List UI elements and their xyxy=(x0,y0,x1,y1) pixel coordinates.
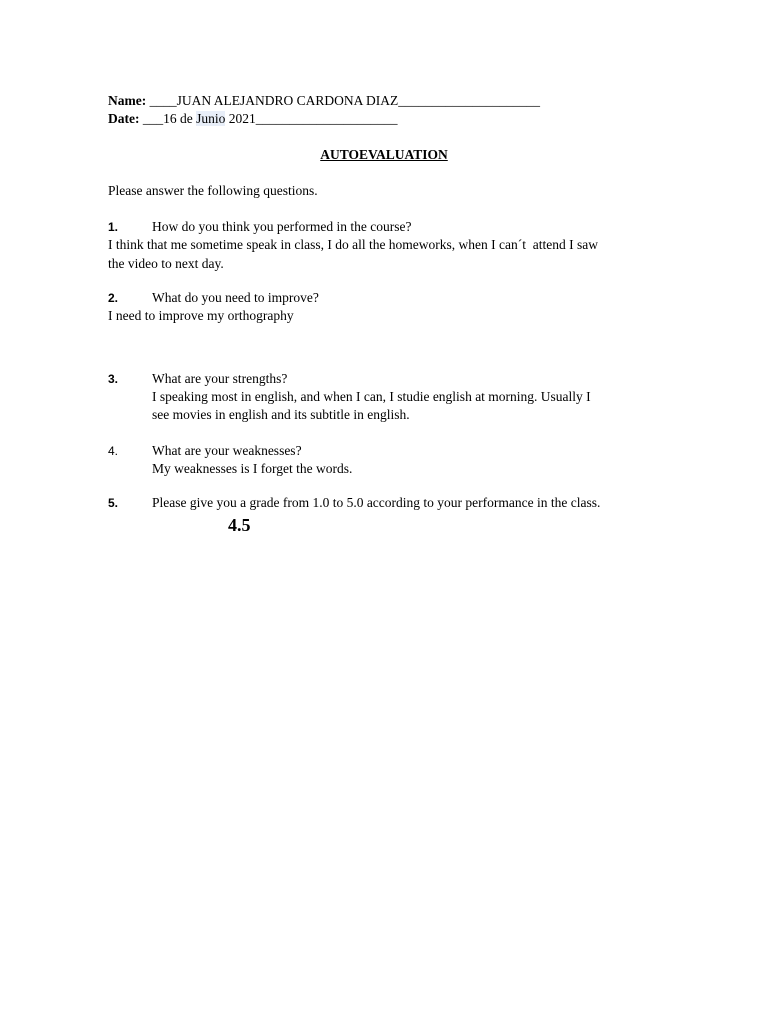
intro-text: Please answer the following questions. xyxy=(108,183,318,198)
question-3-number: 3. xyxy=(108,372,119,386)
date-line xyxy=(108,110,398,128)
answer-3-line-2: see movies in english and its subtitle in english. xyxy=(152,407,410,422)
answer-3-line-1: I speaking most in english, and when I can, I studie english at morning. Usually I xyxy=(152,389,591,404)
name-label: Name: xyxy=(108,93,147,108)
name-line xyxy=(108,92,540,110)
question-1-number: 1. xyxy=(108,220,119,234)
document-title: AUTOEVALUATION xyxy=(320,147,448,162)
question-1-text: How do you think you performed in the course? xyxy=(152,219,412,234)
date-label: Date: xyxy=(108,111,140,126)
grade-value: 4.5 xyxy=(228,515,251,535)
name-value: ____JUAN ALEJANDRO CARDONA DIAZ_____________________ xyxy=(146,93,540,108)
date-month: Junio xyxy=(196,111,226,126)
question-4-number: 4. xyxy=(108,444,119,458)
answer-1-line-1: I think that me sometime speak in class, I do all the homeworks, when I can´t attend I saw xyxy=(108,237,598,252)
answer-2-line-1: I need to improve my orthography xyxy=(108,308,294,323)
date-prefix: ___16 de xyxy=(139,111,197,126)
date-suffix: 2021_____________________ xyxy=(225,111,398,126)
question-5-text: Please give you a grade from 1.0 to 5.0 according to your performance in the class. xyxy=(152,495,601,510)
question-5-number: 5. xyxy=(108,496,119,510)
question-2-text: What do you need to improve? xyxy=(152,290,319,305)
question-2-number: 2. xyxy=(108,291,119,305)
answer-4-line-1: My weaknesses is I forget the words. xyxy=(152,461,353,476)
question-4-text: What are your weaknesses? xyxy=(152,443,302,458)
question-3-text: What are your strengths? xyxy=(152,371,288,386)
answer-1-line-2: the video to next day. xyxy=(108,256,224,271)
